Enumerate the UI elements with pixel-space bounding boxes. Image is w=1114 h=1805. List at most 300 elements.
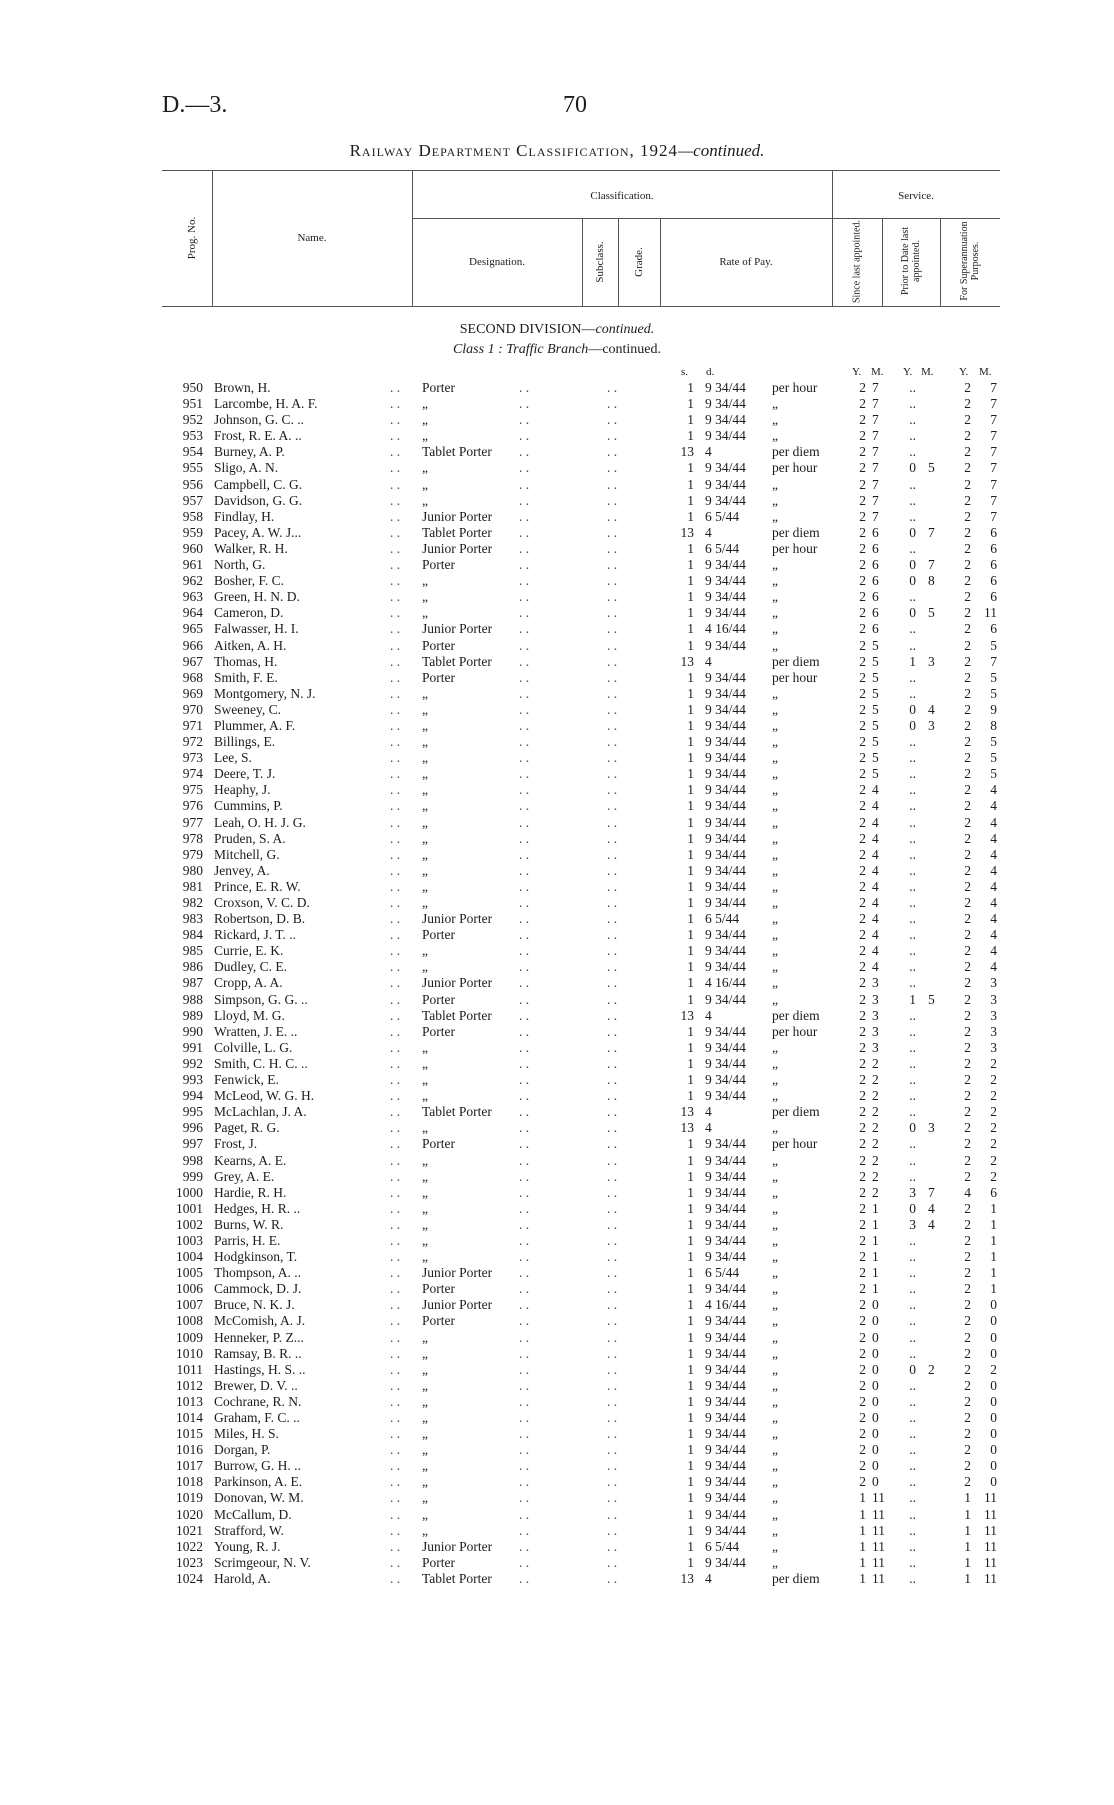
cell-prog-no: 1020 <box>176 1506 203 1522</box>
cell-designation: „ <box>422 766 428 782</box>
cell-since-years: 1 <box>859 1490 866 1506</box>
cell-super-years: 2 <box>964 589 971 605</box>
leader-dots: . . <box>607 701 618 717</box>
cell-since-months: 1 <box>872 1216 879 1232</box>
cell-rate-unit: „ <box>772 1265 778 1281</box>
leader-dots: . . <box>519 637 530 653</box>
cell-rate-pence: 9 34/44 <box>705 895 746 910</box>
cell-rate-pence: 9 34/44 <box>705 637 746 653</box>
leader-dots: . . <box>519 1554 530 1570</box>
cell-rate-unit: „ <box>772 1538 778 1554</box>
leader-dots: . . <box>390 1474 401 1490</box>
cell-since-years: 2 <box>859 428 866 444</box>
cell-rate-pence: 6 5/44 <box>705 911 740 927</box>
cell-since-months: 0 <box>872 1393 879 1409</box>
cell-since-years: 2 <box>859 1377 866 1393</box>
cell-designation: „ <box>422 814 428 830</box>
cell-super-months: 5 <box>990 766 997 782</box>
leader-dots: . . <box>519 782 530 798</box>
cell-designation: „ <box>422 830 428 846</box>
leader-dots: . . <box>390 1410 401 1425</box>
table-row <box>0 815 1114 831</box>
cell-rate-unit: „ <box>772 943 778 959</box>
cell-prog-no: 1007 <box>176 1297 203 1313</box>
cell-super-years: 2 <box>964 862 971 878</box>
cell-super-months: 4 <box>990 814 997 830</box>
leader-dots: . . <box>519 1570 530 1586</box>
cell-rate-unit: „ <box>772 1426 778 1442</box>
cell-name: Davidson, G. G. <box>214 492 303 508</box>
cell-name: Billings, E. <box>214 734 276 750</box>
cell-rate-pence: 9 34/44 <box>705 717 746 733</box>
cell-rate-shillings: 13 <box>680 1104 694 1120</box>
cell-designation: „ <box>422 701 428 717</box>
table-row <box>0 1169 1114 1185</box>
leader-dots: . . <box>607 524 618 540</box>
cell-rate-shillings: 1 <box>687 878 694 894</box>
cell-prog-no: 970 <box>182 701 203 717</box>
cell-since-years: 2 <box>859 1265 866 1281</box>
cell-prog-no: 954 <box>182 444 203 460</box>
branch-continued: —continued. <box>588 342 662 357</box>
cell-rate-pence: 9 34/44 <box>705 701 746 717</box>
table-row <box>0 734 1114 750</box>
cell-super-months: 7 <box>990 460 997 476</box>
cell-super-months: 1 <box>990 1200 997 1216</box>
cell-since-months: 5 <box>872 653 879 669</box>
leader-dots: . . <box>607 444 618 460</box>
leader-dots: . . <box>519 1249 530 1265</box>
cell-prog-no: 988 <box>182 991 203 1007</box>
cell-prog-no: 980 <box>182 862 203 878</box>
cell-since-years: 2 <box>859 1426 866 1442</box>
cell-name: Henneker, P. Z... <box>214 1329 304 1345</box>
cell-name: Croxson, V. C. D. <box>214 895 310 910</box>
leader-dots: . . <box>390 621 401 637</box>
leader-dots: . . <box>607 975 618 991</box>
cell-rate-pence: 9 34/44 <box>705 605 746 621</box>
cell-super-years: 2 <box>964 814 971 830</box>
cell-name: Bruce, N. K. J. <box>214 1297 295 1313</box>
cell-since-years: 2 <box>859 1474 866 1490</box>
cell-super-years: 2 <box>964 1361 971 1377</box>
cell-since-years: 2 <box>859 1088 866 1104</box>
table-row <box>0 1265 1114 1281</box>
cell-since-years: 2 <box>859 460 866 476</box>
leader-dots: . . <box>519 911 530 927</box>
cell-rate-shillings: 1 <box>687 959 694 975</box>
cell-rate-unit: „ <box>772 1474 778 1490</box>
leader-dots: . . <box>390 508 401 524</box>
cell-prog-no: 995 <box>182 1104 203 1120</box>
cell-name: Burrow, G. H. .. <box>214 1458 301 1474</box>
leader-dots: . . <box>519 1104 530 1120</box>
leader-dots: . . <box>519 1538 530 1554</box>
cell-since-months: 11 <box>872 1522 885 1538</box>
leader-dots: . . <box>390 669 401 685</box>
cell-super-months: 7 <box>990 444 997 460</box>
cell-super-months: 0 <box>990 1442 997 1458</box>
cell-rate-pence: 9 34/44 <box>705 1232 746 1248</box>
cell-rate-shillings: 1 <box>687 1265 694 1281</box>
cell-since-months: 5 <box>872 701 879 717</box>
cell-rate-unit: „ <box>772 1329 778 1345</box>
cell-since-months: 0 <box>872 1297 879 1313</box>
leader-dots: . . <box>607 1007 618 1023</box>
cell-rate-unit: per diem <box>772 653 820 669</box>
leader-dots: . . <box>390 524 401 540</box>
cell-rate-unit: „ <box>772 492 778 508</box>
leader-dots: . . <box>519 846 530 862</box>
cell-since-years: 2 <box>859 492 866 508</box>
cell-rate-pence: 9 34/44 <box>705 1136 746 1152</box>
table-row <box>0 493 1114 509</box>
cell-rate-pence: 9 34/44 <box>705 1377 746 1393</box>
leader-dots: . . <box>607 750 618 766</box>
cell-super-years: 2 <box>964 685 971 701</box>
cell-super-years: 2 <box>964 460 971 476</box>
leader-dots: . . <box>390 1426 401 1442</box>
cell-prog-no: 951 <box>182 396 203 412</box>
cell-rate-shillings: 1 <box>687 750 694 766</box>
cell-rate-unit: „ <box>772 975 778 991</box>
cell-name: Smith, F. E. <box>214 669 278 685</box>
cell-since-months: 4 <box>872 878 879 894</box>
cell-since-months: 2 <box>872 1184 879 1200</box>
leader-dots: . . <box>519 1232 530 1248</box>
cell-rate-pence: 4 <box>705 1104 712 1120</box>
cell-prog-no: 961 <box>182 557 203 573</box>
cell-designation: „ <box>422 1039 428 1055</box>
cell-rate-pence: 9 34/44 <box>705 492 746 508</box>
cell-rate-shillings: 1 <box>687 1072 694 1088</box>
cell-rate-shillings: 1 <box>687 669 694 685</box>
cell-since-months: 7 <box>872 444 879 460</box>
leader-dots: . . <box>607 1442 618 1458</box>
leader-dots: . . <box>607 1410 618 1425</box>
cell-rate-pence: 9 34/44 <box>705 1023 746 1039</box>
cell-designation: „ <box>422 1168 428 1184</box>
cell-rate-unit: „ <box>772 1184 778 1200</box>
cell-prior-years: .. <box>909 1265 916 1281</box>
leader-dots: . . <box>519 557 530 573</box>
cell-designation: „ <box>422 1458 428 1474</box>
cell-rate-unit: „ <box>772 1281 778 1297</box>
cell-name: McLachlan, J. A. <box>214 1104 307 1120</box>
leader-dots: . . <box>519 428 530 444</box>
leader-dots: . . <box>390 653 401 669</box>
cell-super-years: 2 <box>964 492 971 508</box>
cell-super-years: 2 <box>964 412 971 428</box>
cell-designation: Porter <box>422 637 455 653</box>
cell-prior-years: .. <box>909 1570 916 1586</box>
cell-since-months: 5 <box>872 685 879 701</box>
table-row <box>0 1249 1114 1265</box>
cell-rate-shillings: 1 <box>687 1458 694 1474</box>
cell-rate-pence: 9 34/44 <box>705 428 746 444</box>
cell-since-months: 4 <box>872 943 879 959</box>
cell-rate-pence: 9 34/44 <box>705 1426 746 1442</box>
leader-dots: . . <box>607 1506 618 1522</box>
cell-since-years: 2 <box>859 1055 866 1071</box>
cell-prog-no: 1017 <box>176 1458 203 1474</box>
cell-rate-shillings: 1 <box>687 927 694 943</box>
cell-name: Brewer, D. V. .. <box>214 1377 298 1393</box>
table-row <box>0 1024 1114 1040</box>
cell-since-months: 4 <box>872 814 879 830</box>
cell-since-months: 0 <box>872 1377 879 1393</box>
leader-dots: . . <box>390 1200 401 1216</box>
leader-dots: . . <box>390 1120 401 1136</box>
leader-dots: . . <box>607 605 618 621</box>
cell-rate-pence: 9 34/44 <box>705 396 746 412</box>
cell-prior-years: .. <box>909 1329 916 1345</box>
cell-name: Heaphy, J. <box>214 782 271 798</box>
cell-super-years: 2 <box>964 1088 971 1104</box>
leader-dots: . . <box>607 1088 618 1104</box>
cell-rate-unit: „ <box>772 476 778 492</box>
cell-name: Mitchell, G. <box>214 846 280 862</box>
cell-prog-no: 972 <box>182 734 203 750</box>
unit-pence: d. <box>706 366 715 378</box>
cell-since-years: 2 <box>859 895 866 910</box>
table-row <box>0 1490 1114 1506</box>
cell-rate-shillings: 1 <box>687 1345 694 1361</box>
cell-super-years: 2 <box>964 1410 971 1425</box>
cell-prog-no: 992 <box>182 1055 203 1071</box>
cell-rate-shillings: 1 <box>687 1088 694 1104</box>
cell-designation: Porter <box>422 669 455 685</box>
cell-designation: „ <box>422 1393 428 1409</box>
cell-super-years: 1 <box>964 1522 971 1538</box>
cell-designation: „ <box>422 1490 428 1506</box>
leader-dots: . . <box>390 1393 401 1409</box>
cell-since-years: 2 <box>859 508 866 524</box>
cell-since-months: 1 <box>872 1281 879 1297</box>
cell-super-months: 7 <box>990 380 997 395</box>
leader-dots: . . <box>519 1072 530 1088</box>
cell-designation: Tablet Porter <box>422 653 492 669</box>
cell-name: Aitken, A. H. <box>214 637 287 653</box>
table-row <box>0 927 1114 943</box>
section-title <box>0 322 1114 338</box>
cell-prog-no: 1012 <box>176 1377 203 1393</box>
cell-rate-pence: 9 34/44 <box>705 557 746 573</box>
leader-dots: . . <box>519 1184 530 1200</box>
cell-since-years: 2 <box>859 605 866 621</box>
cell-rate-unit: „ <box>772 814 778 830</box>
table-row <box>0 895 1114 911</box>
cell-name: Grey, A. E. <box>214 1168 275 1184</box>
cell-prog-no: 978 <box>182 830 203 846</box>
cell-super-years: 2 <box>964 1152 971 1168</box>
cell-since-years: 1 <box>859 1554 866 1570</box>
cell-super-years: 2 <box>964 637 971 653</box>
cell-designation: „ <box>422 573 428 589</box>
cell-designation: „ <box>422 1072 428 1088</box>
cell-super-years: 2 <box>964 508 971 524</box>
cell-since-months: 7 <box>872 476 879 492</box>
cell-rate-unit: „ <box>772 798 778 814</box>
cell-designation: „ <box>422 685 428 701</box>
cell-since-years: 2 <box>859 991 866 1007</box>
cell-rate-unit: „ <box>772 428 778 444</box>
table-row <box>0 380 1114 396</box>
leader-dots: . . <box>390 734 401 750</box>
cell-rate-shillings: 13 <box>680 444 694 460</box>
cell-super-months: 4 <box>990 782 997 798</box>
cell-prior-years: .. <box>909 814 916 830</box>
cell-super-years: 2 <box>964 1474 971 1490</box>
cell-since-months: 6 <box>872 605 879 621</box>
cell-rate-pence: 9 34/44 <box>705 412 746 428</box>
cell-super-months: 6 <box>990 1184 997 1200</box>
cell-since-months: 6 <box>872 524 879 540</box>
cell-name: Scrimgeour, N. V. <box>214 1554 311 1570</box>
cell-since-months: 6 <box>872 573 879 589</box>
cell-super-months: 4 <box>990 878 997 894</box>
table-row <box>0 460 1114 476</box>
cell-prior-years: .. <box>909 1039 916 1055</box>
cell-rate-pence: 6 5/44 <box>705 1538 740 1554</box>
cell-prior-months: 8 <box>928 573 935 589</box>
cell-rate-pence: 9 34/44 <box>705 878 746 894</box>
cell-super-years: 2 <box>964 830 971 846</box>
cell-prior-years: .. <box>909 895 916 910</box>
cell-prog-no: 1022 <box>176 1538 203 1554</box>
cell-since-years: 2 <box>859 1458 866 1474</box>
table-row <box>0 477 1114 493</box>
leader-dots: . . <box>390 1570 401 1586</box>
cell-rate-pence: 4 16/44 <box>705 1297 746 1313</box>
leader-dots: . . <box>390 1184 401 1200</box>
cell-name: Plummer, A. F. <box>214 717 296 733</box>
leader-dots: . . <box>607 1458 618 1474</box>
cell-prog-no: 993 <box>182 1072 203 1088</box>
leader-dots: . . <box>607 1377 618 1393</box>
cell-rate-shillings: 1 <box>687 460 694 476</box>
cell-rate-shillings: 1 <box>687 717 694 733</box>
cell-designation: „ <box>422 1120 428 1136</box>
leader-dots: . . <box>607 1168 618 1184</box>
cell-since-months: 7 <box>872 428 879 444</box>
cell-super-years: 2 <box>964 895 971 910</box>
cell-designation: Porter <box>422 927 455 943</box>
cell-designation: „ <box>422 1345 428 1361</box>
leader-dots: . . <box>519 621 530 637</box>
cell-prog-no: 1019 <box>176 1490 203 1506</box>
cell-rate-shillings: 1 <box>687 685 694 701</box>
cell-prior-years: .. <box>909 1410 916 1425</box>
cell-rate-shillings: 1 <box>687 557 694 573</box>
cell-super-months: 8 <box>990 717 997 733</box>
cell-since-months: 2 <box>872 1088 879 1104</box>
cell-rate-shillings: 1 <box>687 1136 694 1152</box>
leader-dots: . . <box>390 444 401 460</box>
cell-prior-years: 0 <box>909 1120 916 1136</box>
cell-prior-years: .. <box>909 1088 916 1104</box>
header-since-last-appointed: Since last appointed. <box>851 219 863 304</box>
cell-name: Cameron, D. <box>214 605 284 621</box>
cell-designation: „ <box>422 1232 428 1248</box>
cell-rate-unit: „ <box>772 412 778 428</box>
cell-rate-shillings: 1 <box>687 1055 694 1071</box>
table-row <box>0 959 1114 975</box>
cell-prog-no: 1023 <box>176 1554 203 1570</box>
cell-designation: „ <box>422 1522 428 1538</box>
cell-super-months: 7 <box>990 412 997 428</box>
leader-dots: . . <box>390 943 401 959</box>
cell-name: Cammock, D. J. <box>214 1281 302 1297</box>
cell-since-months: 4 <box>872 927 879 943</box>
cell-since-months: 0 <box>872 1345 879 1361</box>
leader-dots: . . <box>607 412 618 428</box>
cell-prior-months: 2 <box>928 1361 935 1377</box>
cell-prior-years: .. <box>909 1490 916 1506</box>
leader-dots: . . <box>390 701 401 717</box>
cell-rate-shillings: 1 <box>687 1410 694 1425</box>
cell-prior-years: .. <box>909 782 916 798</box>
leader-dots: . . <box>390 766 401 782</box>
table-row <box>0 1281 1114 1297</box>
cell-designation: „ <box>422 1249 428 1265</box>
cell-prog-no: 963 <box>182 589 203 605</box>
cell-rate-shillings: 1 <box>687 734 694 750</box>
cell-rate-shillings: 1 <box>687 396 694 412</box>
cell-since-months: 11 <box>872 1554 885 1570</box>
cell-rate-shillings: 1 <box>687 814 694 830</box>
leader-dots: . . <box>607 1345 618 1361</box>
cell-rate-pence: 9 34/44 <box>705 1442 746 1458</box>
cell-name: Pacey, A. W. J... <box>214 524 302 540</box>
cell-rate-shillings: 1 <box>687 605 694 621</box>
leader-dots: . . <box>519 605 530 621</box>
cell-rate-pence: 9 34/44 <box>705 734 746 750</box>
cell-rate-pence: 9 34/44 <box>705 830 746 846</box>
table-row <box>0 1072 1114 1088</box>
table-row <box>0 766 1114 782</box>
leader-dots: . . <box>519 1297 530 1313</box>
cell-super-months: 1 <box>990 1216 997 1232</box>
header-grade: Grade. <box>633 247 645 277</box>
cell-rate-unit: „ <box>772 1216 778 1232</box>
cell-since-months: 7 <box>872 396 879 412</box>
cell-rate-unit: „ <box>772 1554 778 1570</box>
cell-prog-no: 976 <box>182 798 203 814</box>
leader-dots: . . <box>607 1249 618 1265</box>
cell-rate-unit: „ <box>772 637 778 653</box>
leader-dots: . . <box>607 1490 618 1506</box>
leader-dots: . . <box>519 1281 530 1297</box>
leader-dots: . . <box>519 1345 530 1361</box>
cell-since-years: 2 <box>859 524 866 540</box>
page-number: 70 <box>563 92 587 118</box>
leader-dots: . . <box>607 1136 618 1152</box>
cell-since-years: 2 <box>859 653 866 669</box>
cell-designation: „ <box>422 1442 428 1458</box>
cell-rate-pence: 9 34/44 <box>705 1410 746 1425</box>
cell-super-years: 2 <box>964 798 971 814</box>
cell-super-years: 2 <box>964 1023 971 1039</box>
cell-rate-unit: „ <box>772 1055 778 1071</box>
cell-super-years: 2 <box>964 605 971 621</box>
cell-rate-unit: per diem <box>772 1570 820 1586</box>
cell-designation: „ <box>422 846 428 862</box>
cell-designation: Porter <box>422 1281 455 1297</box>
cell-designation: Porter <box>422 991 455 1007</box>
cell-super-years: 2 <box>964 1265 971 1281</box>
cell-since-months: 7 <box>872 460 879 476</box>
